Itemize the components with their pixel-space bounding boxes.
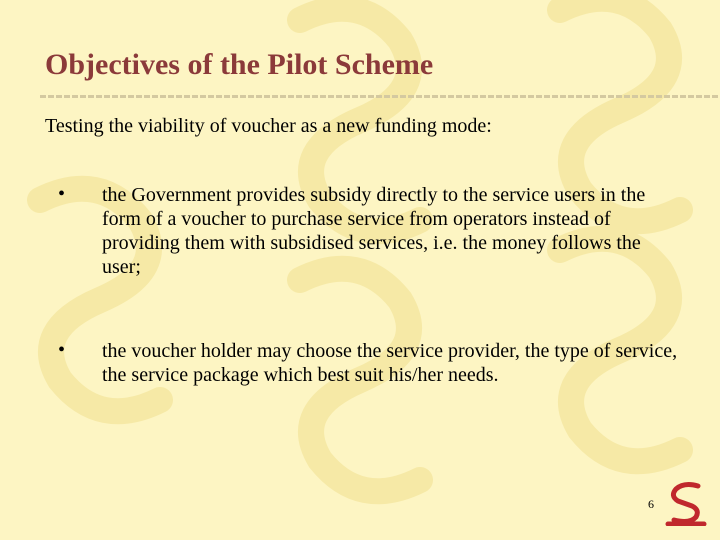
bullet-marker: • [58, 183, 66, 205]
intro-text: Testing the viability of voucher as a new funding mode: [45, 115, 492, 137]
bullet-text-government-subsidy: the Government provides subsidy directly to the service users in the form of a voucher to purchase service from operators instead of providing them with subsidised services, i.e. the money follows the user; [102, 184, 646, 278]
page-number: 6 [648, 497, 654, 511]
bullet-marker: • [58, 339, 66, 361]
bullet-text-voucher-holder-choice: the voucher holder may choose the service provider, the type of service, the service package which best suit his/her needs. [102, 340, 678, 386]
slide-title: Objectives of the Pilot Scheme [45, 48, 434, 81]
swd-logo-icon [664, 480, 708, 526]
title-divider [40, 95, 720, 98]
